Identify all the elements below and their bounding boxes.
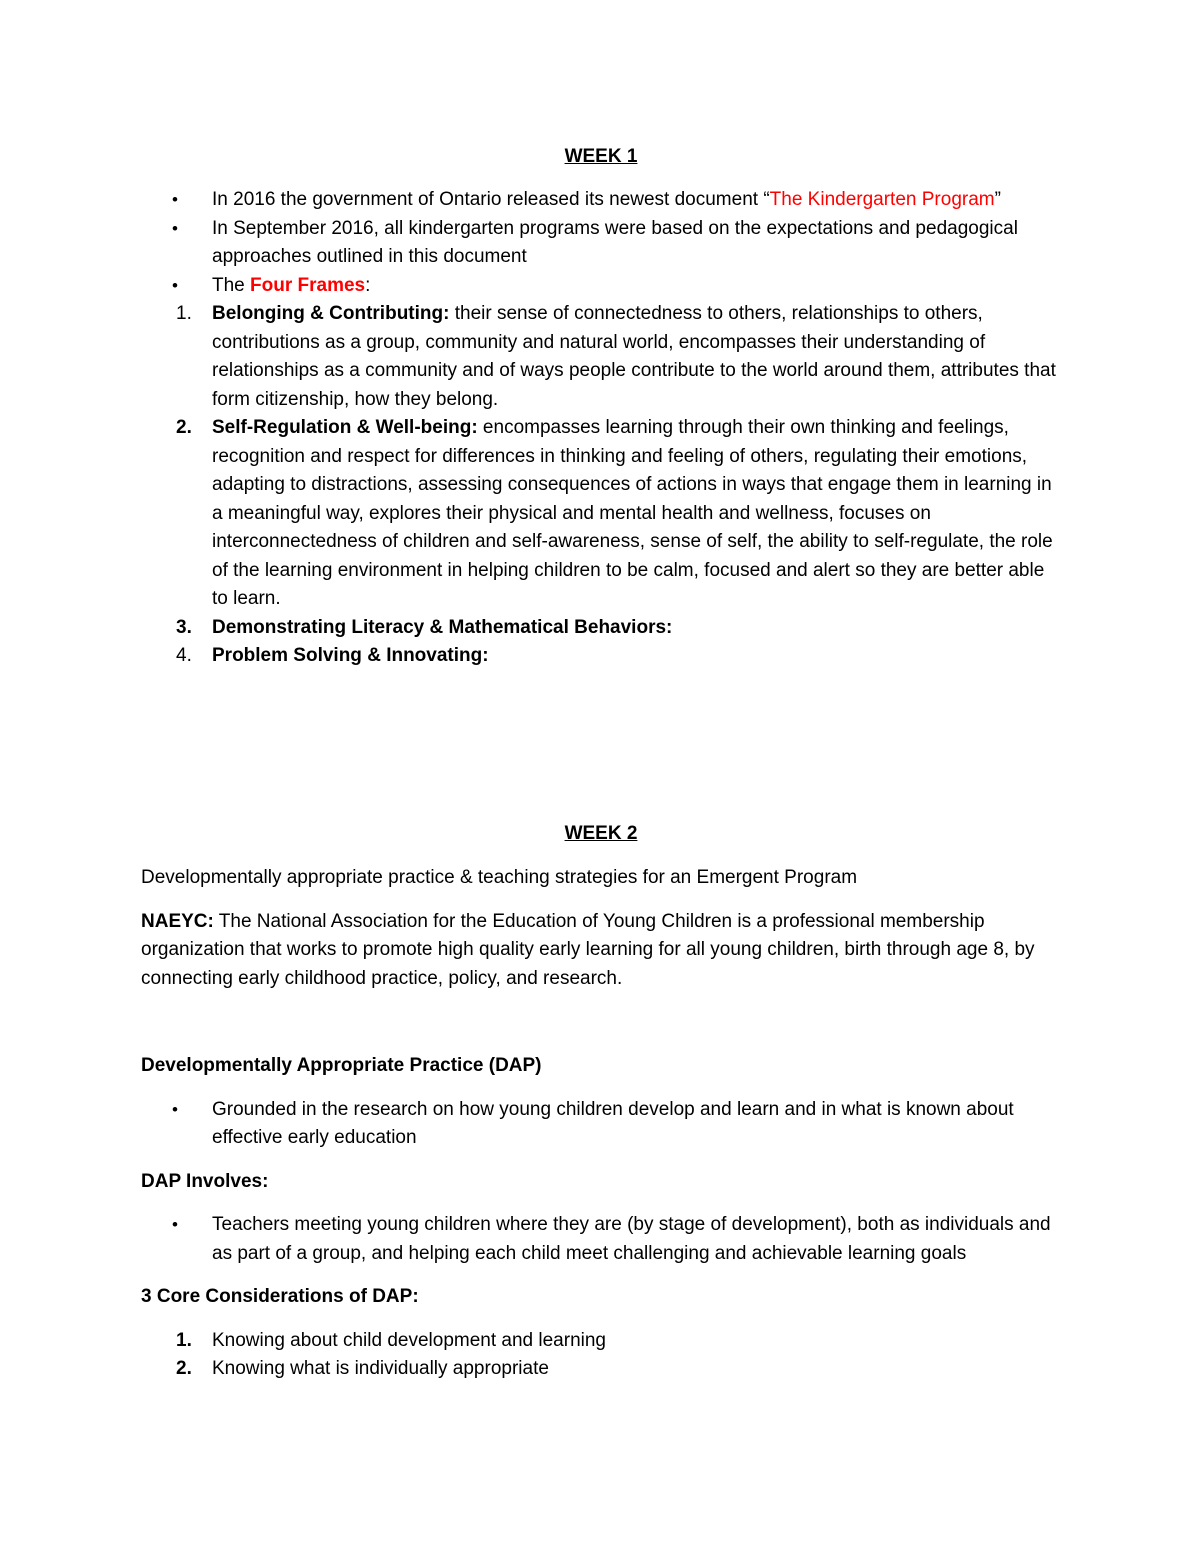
- list-number: 4.: [176, 645, 192, 666]
- frame-item: [141, 642, 1061, 671]
- list-item: [141, 1096, 1061, 1153]
- list-number: 2.: [176, 1358, 192, 1379]
- list-item: [141, 1211, 1061, 1268]
- frame-item: [141, 300, 1061, 414]
- bullet-icon: •: [172, 275, 178, 295]
- list-item: [141, 272, 1061, 301]
- list-number: 3.: [176, 616, 192, 638]
- dap-heading: Developmentally Appropriate Practice (DAP): [141, 1055, 542, 1076]
- list-item-text: Knowing what is individually appropriate: [212, 1358, 549, 1379]
- list-item-text: The: [212, 274, 251, 296]
- dap-bullet-list: [141, 1096, 1061, 1153]
- frame-item: [141, 614, 1061, 643]
- four-frames-list: [141, 300, 1061, 671]
- spacer: [141, 1037, 1061, 1052]
- list-item-text: Teachers meeting young children where they are (by stage of development), both as individuals and as part of a group, and helping each child meet challenging and achievable learning goals: [212, 1214, 1051, 1264]
- frame-label: Demonstrating Literacy & Mathematical Behaviors:: [212, 616, 673, 638]
- spacer: [141, 993, 1061, 1037]
- list-item-text: :: [365, 274, 371, 296]
- frame-label: Problem Solving & Innovating:: [212, 645, 489, 666]
- naeyc-text: The National Association for the Education of Young Children is a professional membership organization that works to promote high quality early learning for all young children, birth through age 8, by connecting early childhood practice, policy, and research.: [141, 910, 1035, 989]
- week2-subtitle: Developmentally appropriate practice & teaching strategies for an Emergent Program: [141, 867, 858, 888]
- core-considerations-list: [141, 1327, 1061, 1384]
- frame-label: Self-Regulation & Well-being:: [212, 417, 478, 438]
- frame-description: their sense of connectedness to others, relationships to others, contributions as a group, community and natural world, encompasses their understanding of relationships as a community and of ways people contribute to the world around them, attributes that form citizenship, how they belong.: [212, 303, 1056, 410]
- week1-heading: WEEK 1: [564, 146, 638, 167]
- spacer: [141, 1153, 1061, 1168]
- four-frames-highlight: Four Frames: [250, 274, 366, 296]
- list-item: [141, 1355, 1061, 1384]
- spacer: [141, 893, 1061, 908]
- week1-bullet-list: [141, 186, 1061, 300]
- list-item-text: In September 2016, all kindergarten programs were based on the expectations and pedagogical approaches outlined in this document: [212, 217, 1018, 267]
- spacer: [141, 1081, 1061, 1096]
- list-item-text: In 2016 the government of Ontario released its newest document “: [212, 189, 770, 210]
- spacer: [141, 1268, 1061, 1283]
- frame-item: [141, 414, 1061, 614]
- week2-section: [141, 864, 1061, 1384]
- list-item-text: Knowing about child development and learning: [212, 1329, 606, 1351]
- spacer: [141, 1312, 1061, 1327]
- document-title-highlight: The Kindergarten Program: [769, 189, 995, 210]
- list-item: [141, 215, 1061, 272]
- list-number: 1.: [176, 303, 192, 324]
- spacer: [141, 1196, 1061, 1211]
- dap-involves-heading: DAP Involves:: [141, 1170, 269, 1192]
- frame-label: Belonging & Contributing:: [212, 303, 450, 324]
- list-item: [141, 1327, 1061, 1356]
- list-number: 1.: [176, 1329, 192, 1351]
- list-item-text: Grounded in the research on how young children develop and learn and in what is known about effective early education: [212, 1098, 1014, 1148]
- frame-description: encompasses learning through their own thinking and feelings, recognition and respect for differences in thinking and feeling of others, regulating their emotions, adapting to distractions, assessing consequences of actions in ways that engage them in learning in a meaningful way, explores their physical and mental health and wellness, focuses on interconnectedness of children and self-awareness, sense of self, the ability to self-regulate, the role of the learning environment in helping children to be calm, focused and alert so they are better able to learn.: [212, 417, 1053, 609]
- week1-section: [141, 186, 1061, 671]
- bullet-icon: •: [172, 1215, 178, 1234]
- bullet-icon: •: [172, 218, 178, 238]
- list-number: 2.: [176, 417, 192, 438]
- list-item: [141, 186, 1061, 215]
- list-item-text: ”: [994, 189, 1001, 210]
- involves-bullet-list: [141, 1211, 1061, 1268]
- bullet-icon: •: [172, 190, 178, 209]
- core-considerations-heading: 3 Core Considerations of DAP:: [141, 1286, 419, 1307]
- naeyc-label: NAEYC:: [141, 910, 214, 932]
- bullet-icon: •: [172, 1099, 178, 1119]
- week2-heading: WEEK 2: [564, 823, 638, 844]
- naeyc-paragraph: [141, 908, 1061, 994]
